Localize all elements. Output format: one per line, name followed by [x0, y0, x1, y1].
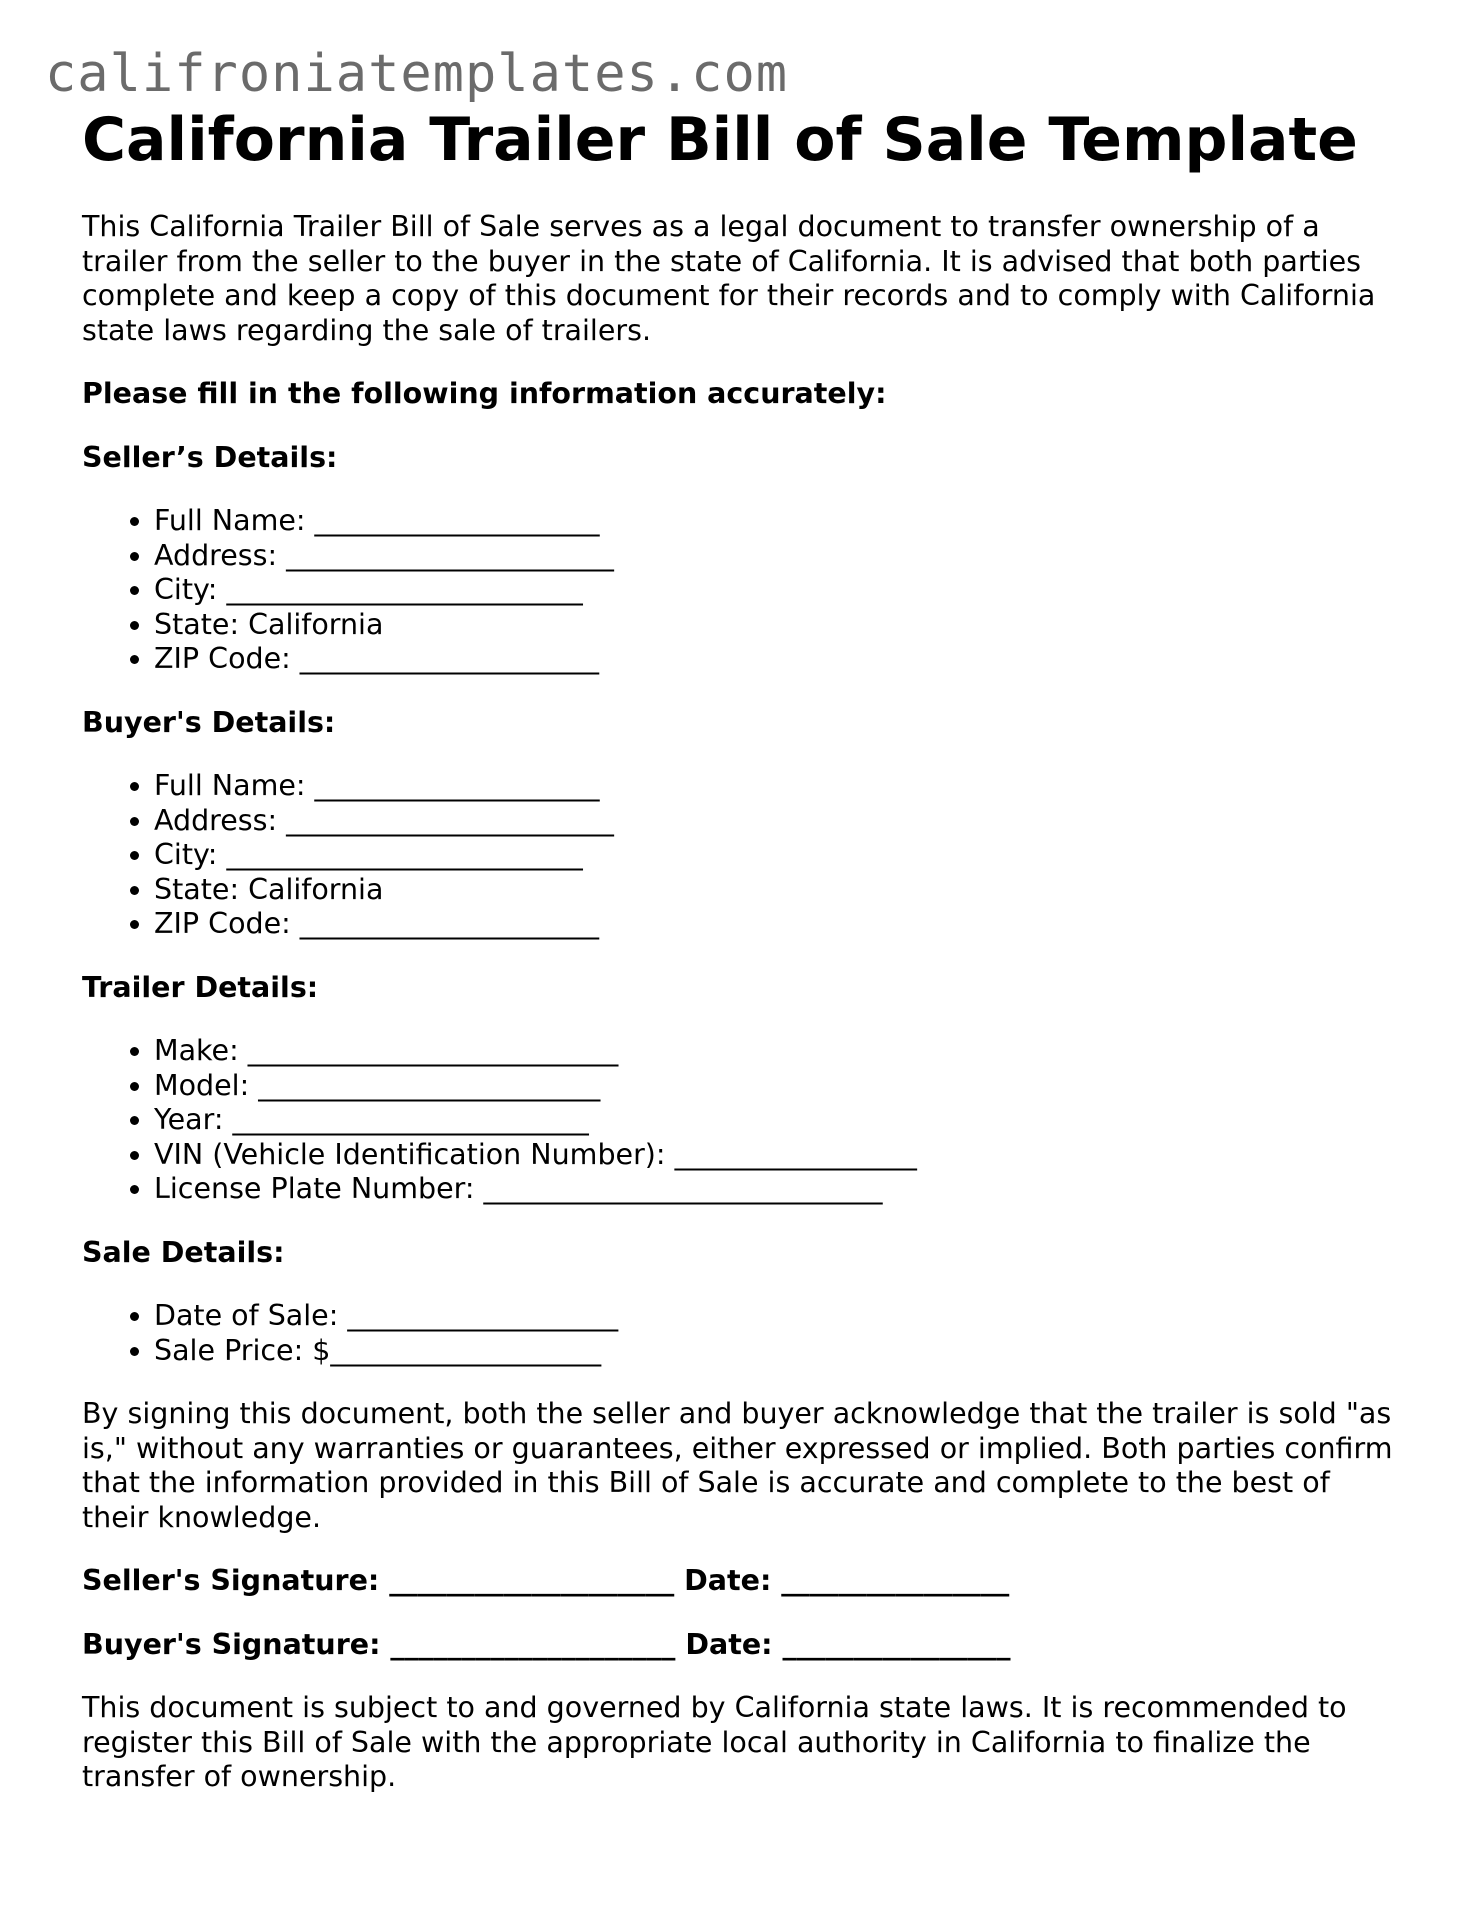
seller-address-field: • Address: _______________________	[154, 539, 1402, 574]
trailer-make-field: • Make: __________________________	[154, 1034, 1402, 1069]
trailer-details-heading: Trailer Details:	[82, 970, 319, 1004]
buyer-full-name-field: • Full Name: ____________________	[154, 769, 1402, 804]
sale-details-list	[82, 1299, 1402, 1368]
buyer-state-field: • State: California	[154, 873, 1402, 908]
sale-details-heading: Sale Details:	[82, 1235, 285, 1269]
seller-signature-line: Seller's Signature: ____________________ Date: ________________	[82, 1564, 1010, 1597]
seller-details-heading: Seller’s Details:	[82, 440, 338, 474]
seller-details-list	[82, 504, 1402, 677]
intro-paragraph: This California Trailer Bill of Sale serves as a legal document to transfer ownership of a trailer from the seller to the buyer in the state of California. It is advised that both parties complete and keep a copy of this document for their records and to comply with California state laws regarding the sale of trailers.	[82, 210, 1376, 347]
document-title: California Trailer Bill of Sale Template	[82, 105, 1358, 175]
seller-city-field: • City: _________________________	[154, 573, 1402, 608]
buyer-city-field: • City: _________________________	[154, 838, 1402, 873]
trailer-year-field: • Year: _________________________	[154, 1103, 1402, 1138]
sale-price-field: • Sale Price: $___________________	[154, 1334, 1402, 1369]
trailer-license-plate-field: • License Plate Number: ____________________________	[154, 1172, 1402, 1207]
seller-full-name-field: • Full Name: ____________________	[154, 504, 1402, 539]
buyer-details-heading: Buyer's Details:	[82, 705, 336, 739]
watermark-text: califroniatemplates.com	[45, 44, 789, 104]
buyer-address-field: • Address: _______________________	[154, 804, 1402, 839]
trailer-model-field: • Model: ________________________	[154, 1069, 1402, 1104]
closing-paragraph: This document is subject to and governed by California state laws. It is recommended to register this Bill of Sale with the appropriate local authority in California to finalize the transfer of ownership.	[82, 1691, 1347, 1793]
acknowledgement-paragraph: By signing this document, both the seller and buyer acknowledge that the trailer is sold "as is," without any warranties or guarantees, either expressed or implied. Both parties confirm that the information provided in this Bill of Sale is accurate and complete to the best of their knowledge.	[82, 1397, 1393, 1534]
trailer-details-list	[82, 1034, 1402, 1207]
buyer-details-list	[82, 769, 1402, 942]
trailer-vin-field: • VIN (Vehicle Identification Number): _________________	[154, 1138, 1402, 1173]
buyer-signature-line: Buyer's Signature: ____________________ Date: ________________	[82, 1627, 1011, 1661]
buyer-zip-field: • ZIP Code: _____________________	[154, 907, 1402, 942]
seller-zip-field: • ZIP Code: _____________________	[154, 642, 1402, 677]
seller-state-field: • State: California	[154, 608, 1402, 643]
document-body	[82, 100, 1402, 1795]
sale-date-field: • Date of Sale: ___________________	[154, 1299, 1402, 1334]
instruction-heading: Please fill in the following information accurately:	[82, 377, 887, 410]
